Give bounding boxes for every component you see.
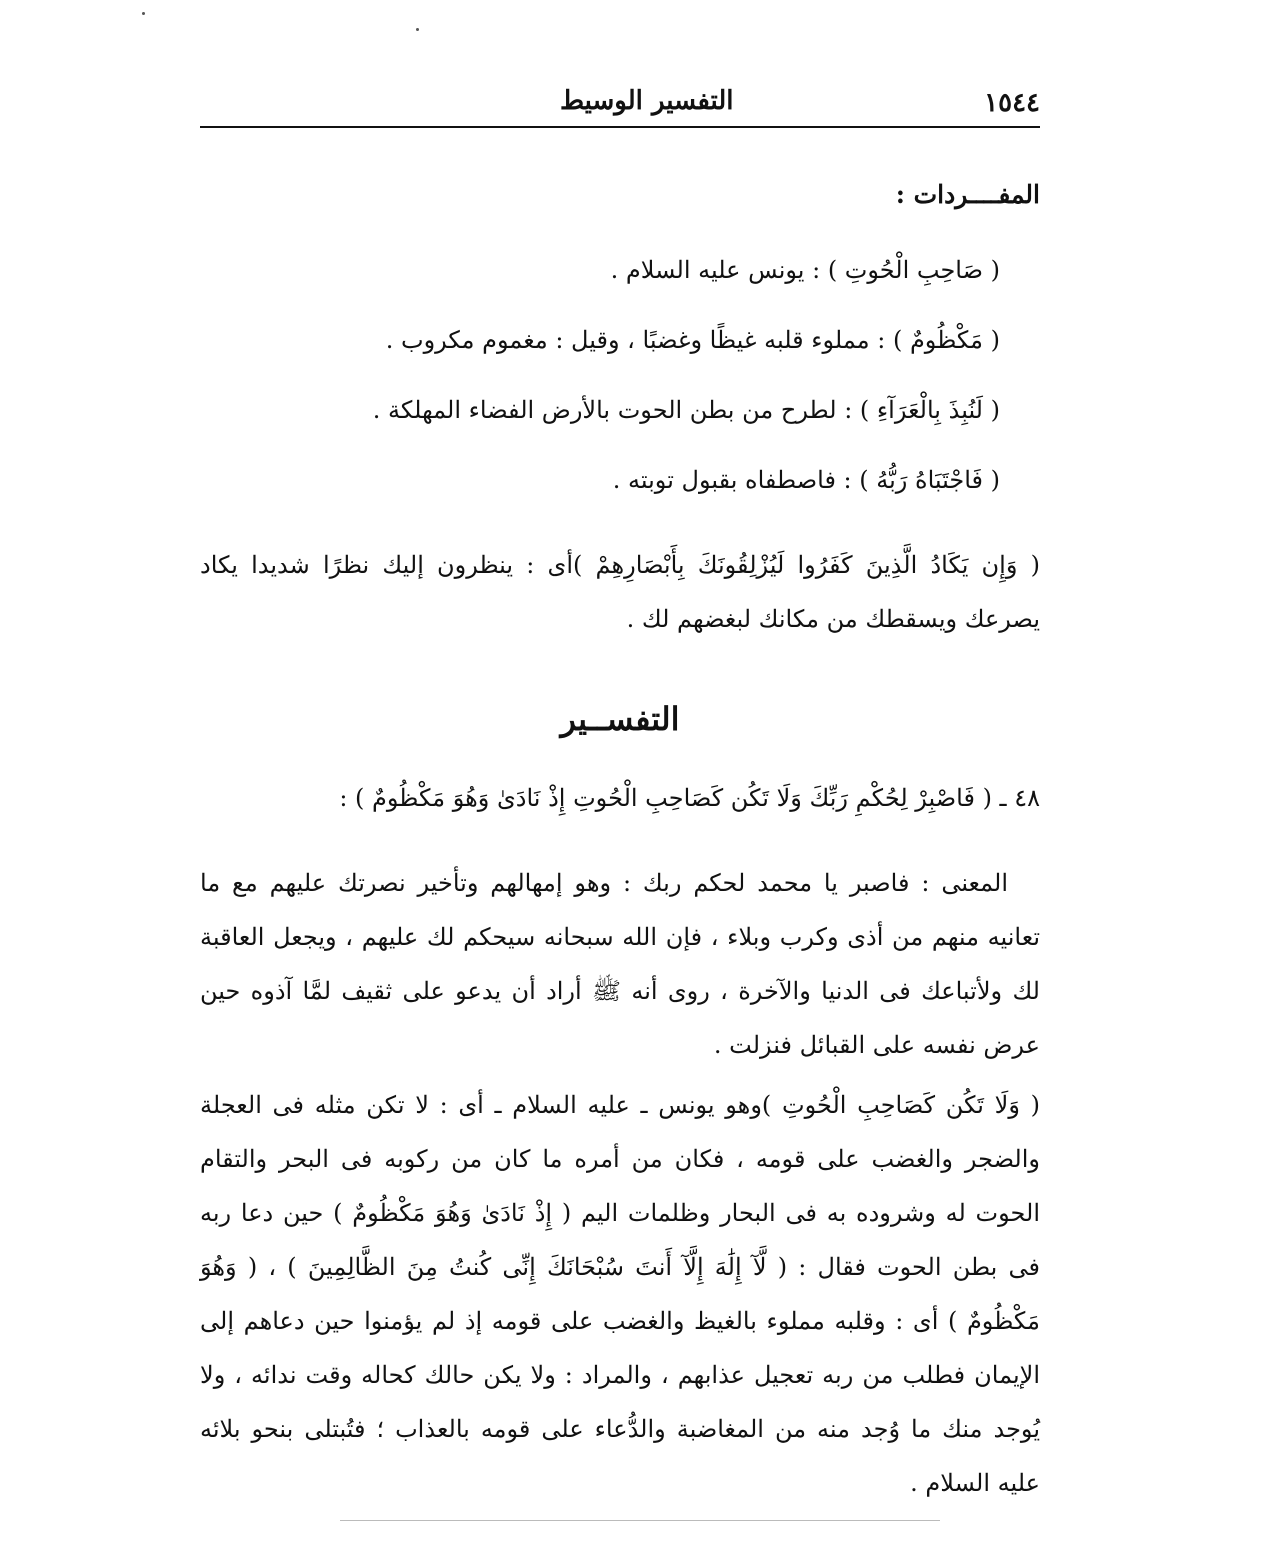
vocabulary-item: ( مَكْظُومٌ ) : مملوء قلبه غيظًا وغضبًا ، وقيل : مغموم مكروب .	[385, 326, 1000, 354]
verse-line: ٤٨ ـ ( فَاصْبِرْ لِحُكْمِ رَبِّكَ وَلَا تَكُن كَصَاحِبِ الْحُوتِ إِذْ نَادَىٰ وَهُوَ مَكْظُومٌ ) :	[339, 784, 1040, 812]
scan-speck	[142, 12, 145, 15]
running-title: التفسير الوسيط	[560, 86, 734, 116]
tafsir-heading: التفســير	[560, 700, 680, 738]
vocabulary-list	[200, 250, 1040, 530]
header-rule	[200, 126, 1040, 128]
vocabulary-item: ( صَاحِبِ الْحُوتِ ) : يونس عليه السلام .	[610, 256, 1000, 284]
tafsir-paragraph: ( وَلَا تَكُن كَصَاحِبِ الْحُوتِ )وهو يونس ـ عليه السلام ـ أى : لا تكن مثله فى العجلة والضجر والغضب على قومه ، فكان من أمره ما كان من ركوبه فى البحر والتقام الحوت له وشروده به فى البحار وظلمات اليم ( إِذْ نَادَىٰ وَهُوَ مَكْظُومٌ ) حين دعا ربه فى بطن الحوت فقال : ( لَّآ إِلَٰهَ إِلَّآ أَنتَ سُبْحَانَكَ إِنِّى كُنتُ مِنَ الظَّالِمِينَ ) ، ( وَهُوَ مَكْظُومٌ ) أى : وقلبه مملوء بالغيظ والغضب على قومه إذ لم يؤمنوا حين دعاهم إلى الإيمان فطلب من ربه تعجيل عذابهم ، والمراد : ولا يكن حالك كحاله وقت ندائه ، ولا يُوجد منك ما وُجد منه من المغاضبة والدُّعاء على قومه بالعذاب ؛ فتُبتلى بنحو بلائه عليه السلام .	[200, 1091, 1041, 1497]
vocabulary-item: ( فَاجْتَبَاهُ رَبُّهُ ) : فاصطفاه بقبول توبته .	[612, 466, 1000, 494]
scan-speck	[416, 28, 419, 31]
vocabulary-intro-paragraph: ( وَإِن يَكَادُ الَّذِينَ كَفَرُوا لَيُزْلِقُونَكَ بِأَبْصَارِهِمْ )أى : ينظرون إليك نظرًا شديدا يكاد يصرعك ويسقطك من مكانك لبغضهم لك .	[200, 551, 1040, 633]
page-header	[200, 82, 1040, 126]
bottom-rule	[340, 1520, 940, 1521]
vocabulary-label: المفــــردات :	[895, 180, 1040, 209]
vocabulary-item: ( لَنُبِذَ بِالْعَرَآءِ ) : لطرح من بطن الحوت بالأرض الفضاء المهلكة .	[372, 396, 1000, 424]
page-number: ١٥٤٤	[984, 88, 1040, 118]
tafsir-paragraph: المعنى : فاصبر يا محمد لحكم ربك : وهو إمهالهم وتأخير نصرتك عليهم مع ما تعانيه منهم من أذى وكرب وبلاء ، فإن الله سبحانه سيحكم لك عليهم ، ويجعل العاقبة لك ولأتباعك فى الدنيا والآخرة ، روى أنه ﷺ أراد أن يدعو على ثقيف لمَّا آذوه حين عرض نفسه على القبائل فنزلت .	[200, 869, 1040, 1059]
